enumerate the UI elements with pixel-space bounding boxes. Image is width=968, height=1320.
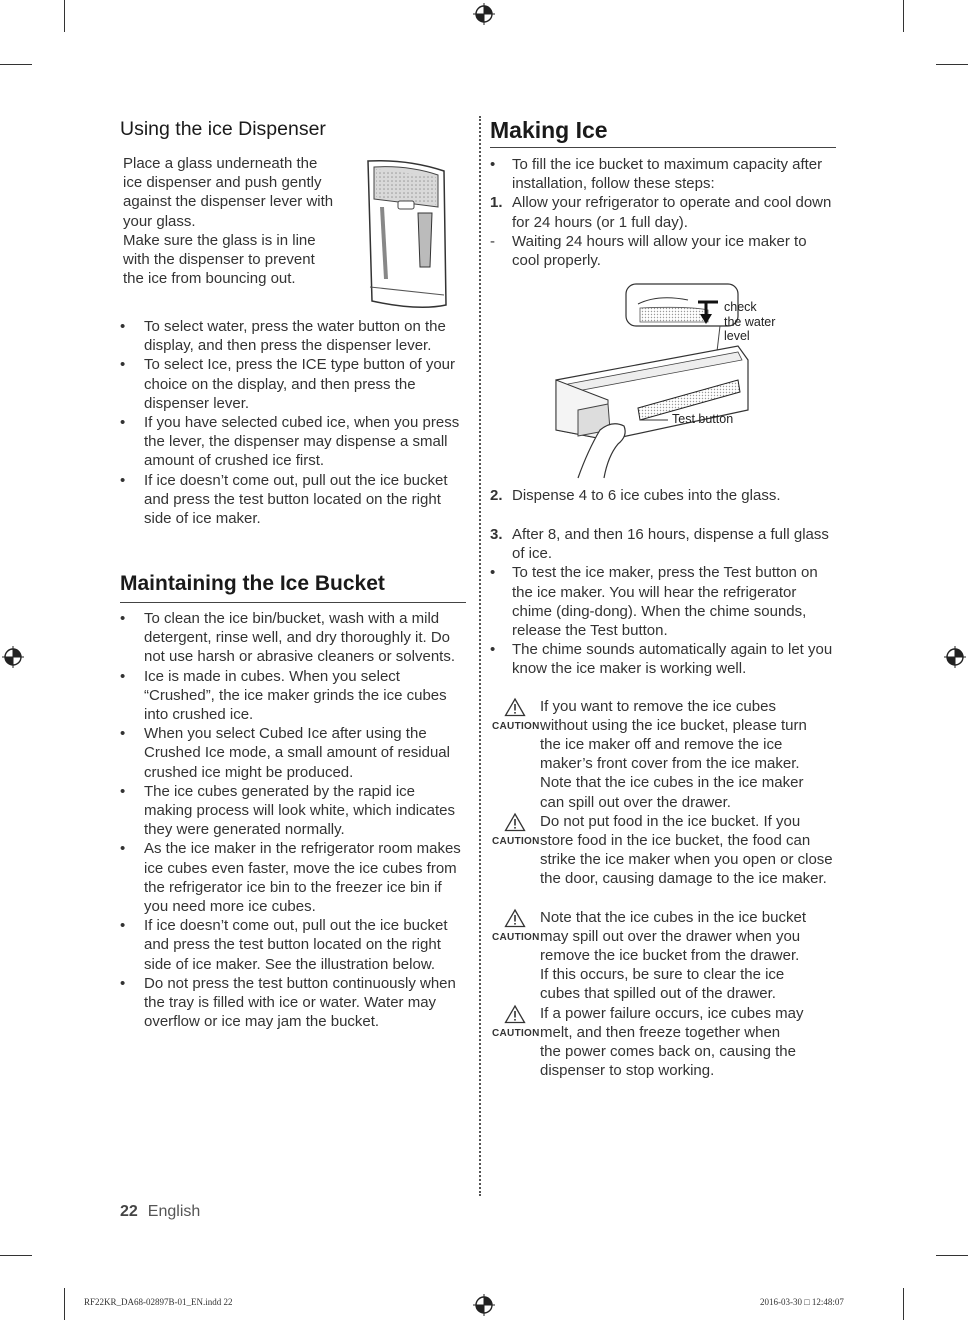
- dash-mark: -: [490, 232, 495, 250]
- test-bullet-list: [490, 563, 835, 678]
- caution-block: [490, 697, 835, 813]
- step-text: Dispense 4 to 6 ice cubes into the glass.: [512, 487, 781, 504]
- list-item: • To test the ice maker, press the Test button on the ice maker. You will hear the refrigerator chime (ding-dong). When the chime sounds, release the Test button.: [490, 563, 835, 640]
- caution-second-line: without using the ice bucket, please turn: [540, 717, 807, 734]
- figure-label-line: level: [724, 329, 750, 343]
- caution-second-line: melt, and then freeze together when: [540, 1024, 781, 1041]
- caution-label: [490, 1004, 540, 1039]
- figure-label-check-water: [724, 300, 775, 344]
- intro-bullet-text: To fill the ice bucket to maximum capacity after installation, follow these steps:: [512, 156, 823, 193]
- caution-word: CAUTION: [492, 1028, 540, 1039]
- making-ice-steps: [490, 155, 835, 270]
- crop-mark: [64, 0, 65, 32]
- crop-mark: [0, 64, 32, 65]
- list-item: • As the ice maker in the refrigerator room makes ice cubes even faster, move the ice cubes from the refrigerator ice bin to the freezer ice bin if you need more ice cubes.: [120, 839, 465, 916]
- crop-mark: [936, 64, 968, 65]
- crop-mark: [903, 1288, 904, 1320]
- note-text: Waiting 24 hours will allow your ice maker to cool properly.: [512, 232, 807, 270]
- crop-mark: [903, 0, 904, 32]
- step-number: 2.: [490, 487, 503, 504]
- figure-label-line: check: [724, 300, 757, 314]
- caution-block: [490, 812, 835, 908]
- dispenser-intro: [123, 154, 351, 288]
- section-heading-ice-dispenser: Using the ice Dispenser: [120, 118, 326, 140]
- step-number: 1.: [490, 194, 503, 212]
- caution-second-line: may spill out over the drawer when you: [540, 928, 801, 945]
- dispenser-bullet-list: [120, 317, 465, 528]
- page-footer: [120, 1203, 200, 1221]
- crop-mark: [64, 1288, 65, 1320]
- registration-mark-icon: [473, 3, 495, 25]
- warning-triangle-icon: [504, 812, 526, 832]
- intro-line: Place a glass underneath the: [123, 155, 318, 172]
- caution-label: [490, 697, 540, 732]
- intro-line: with the dispenser to prevent: [123, 251, 315, 269]
- step-text: Allow your refrigerator to operate and cool down for 24 hours (or 1 full day).: [512, 194, 832, 231]
- step-item: [490, 525, 835, 563]
- caution-first-line: If you want to remove the ice cubes: [540, 698, 776, 715]
- caution-word: CAUTION: [492, 721, 540, 732]
- list-item: • To clean the ice bin/bucket, wash with a mild detergent, rinse well, and dry thoroughly it. Do not use harsh or abrasive cleaners or solvents.: [120, 609, 465, 667]
- list-item: • The ice cubes generated by the rapid ice making process will look white, which indicates they were generated normally.: [120, 782, 465, 840]
- caution-label: [490, 812, 540, 847]
- making-ice-steps-continued: [490, 525, 835, 679]
- step-item: [490, 486, 835, 505]
- caution-second-line: store food in the ice bucket, the food can: [540, 832, 811, 849]
- bullet-icon: •: [490, 156, 496, 173]
- intro-line: your glass.: [123, 212, 196, 230]
- section-heading-making-ice: Making Ice: [490, 117, 608, 143]
- section-heading-ice-bucket: Maintaining the Ice Bucket: [120, 572, 385, 595]
- intro-line: Make sure the glass is in line: [123, 231, 316, 249]
- figure-label-test-button: Test button: [672, 412, 734, 426]
- caution-body: the power comes back on, causing the dispenser to stop working.: [540, 1043, 796, 1080]
- crop-mark: [936, 1255, 968, 1256]
- intro-line: the ice from bouncing out.: [123, 270, 296, 288]
- caution-block: [490, 1004, 835, 1084]
- list-item: • The chime sounds automatically again to let you know the ice maker is working well.: [490, 640, 835, 678]
- caution-first-line: Do not put food in the ice bucket. If you: [540, 813, 801, 830]
- caution-body: the ice maker off and remove the ice maker’s front cover from the ice maker. Note that the ice cubes in the ice maker can spill out over the drawer.: [540, 736, 804, 811]
- list-item: • If ice doesn’t come out, pull out the ice bucket and press the test button located on the right side of ice maker.: [120, 471, 465, 529]
- list-item: • To select water, press the water button on the display, and then press the dispenser lever.: [120, 317, 465, 355]
- column-divider: [479, 116, 481, 1196]
- warning-triangle-icon: [504, 908, 526, 928]
- print-file-name: RF22KR_DA68-02897B-01_EN.indd 22: [84, 1297, 233, 1307]
- print-timestamp: 2016-03-30 □ 12:48:07: [760, 1297, 844, 1307]
- step-item: [490, 193, 835, 231]
- step-number: 3.: [490, 526, 503, 543]
- list-item: [490, 155, 835, 193]
- caution-body: remove the ice bucket from the drawer. If this occurs, be sure to clear the ice cubes that spilled out of the drawer.: [540, 947, 800, 1003]
- caution-first-line: If a power failure occurs, ice cubes may: [540, 1005, 804, 1022]
- list-item: • When you select Cubed Ice after using the Crushed Ice mode, a small amount of residual crushed ice might be produced.: [120, 724, 465, 782]
- registration-mark-icon: [473, 1294, 495, 1316]
- making-ice-steps-continued: [490, 486, 835, 505]
- caution-block: [490, 908, 835, 1004]
- list-item: • Do not press the test button continuously when the tray is filled with ice or water. Water may overflow or ice may jam the bucket.: [120, 974, 465, 1032]
- bucket-bullet-list: [120, 609, 465, 1031]
- list-item: • To select Ice, press the ICE type button of your choice on the display, and then press the dispenser lever.: [120, 355, 465, 413]
- list-item: • Ice is made in cubes. When you select “Crushed”, the ice maker grinds the ice cubes into crushed ice.: [120, 667, 465, 725]
- caution-first-line: Note that the ice cubes in the ice bucket: [540, 909, 806, 926]
- page-number: 22: [120, 1203, 138, 1220]
- list-item: • If ice doesn’t come out, pull out the ice bucket and press the test button located on the right side of ice maker. See the illustration below.: [120, 916, 465, 974]
- caution-word: CAUTION: [492, 932, 540, 943]
- warning-triangle-icon: [504, 697, 526, 717]
- caution-word: CAUTION: [492, 836, 540, 847]
- intro-line: ice dispenser and push gently: [123, 174, 322, 192]
- crop-mark: [0, 1255, 32, 1256]
- heading-rule: [490, 147, 836, 148]
- warning-triangle-icon: [504, 1004, 526, 1024]
- figure-label-line: the water: [724, 314, 776, 329]
- list-item: • If you have selected cubed ice, when you press the lever, the dispenser may dispense a small amount of crushed ice first.: [120, 413, 465, 471]
- step-text: After 8, and then 16 hours, dispense a full glass of ice.: [512, 526, 829, 563]
- heading-rule: [120, 602, 466, 603]
- registration-mark-icon: [2, 646, 24, 668]
- registration-mark-icon: [944, 646, 966, 668]
- caution-body: strike the ice maker when you open or close the door, causing damage to the ice maker.: [540, 851, 833, 888]
- intro-line: against the dispenser lever with: [123, 193, 334, 211]
- note-item: [490, 232, 835, 270]
- dispenser-illustration: [358, 155, 450, 313]
- caution-label: [490, 908, 540, 943]
- page-language: English: [147, 1203, 201, 1220]
